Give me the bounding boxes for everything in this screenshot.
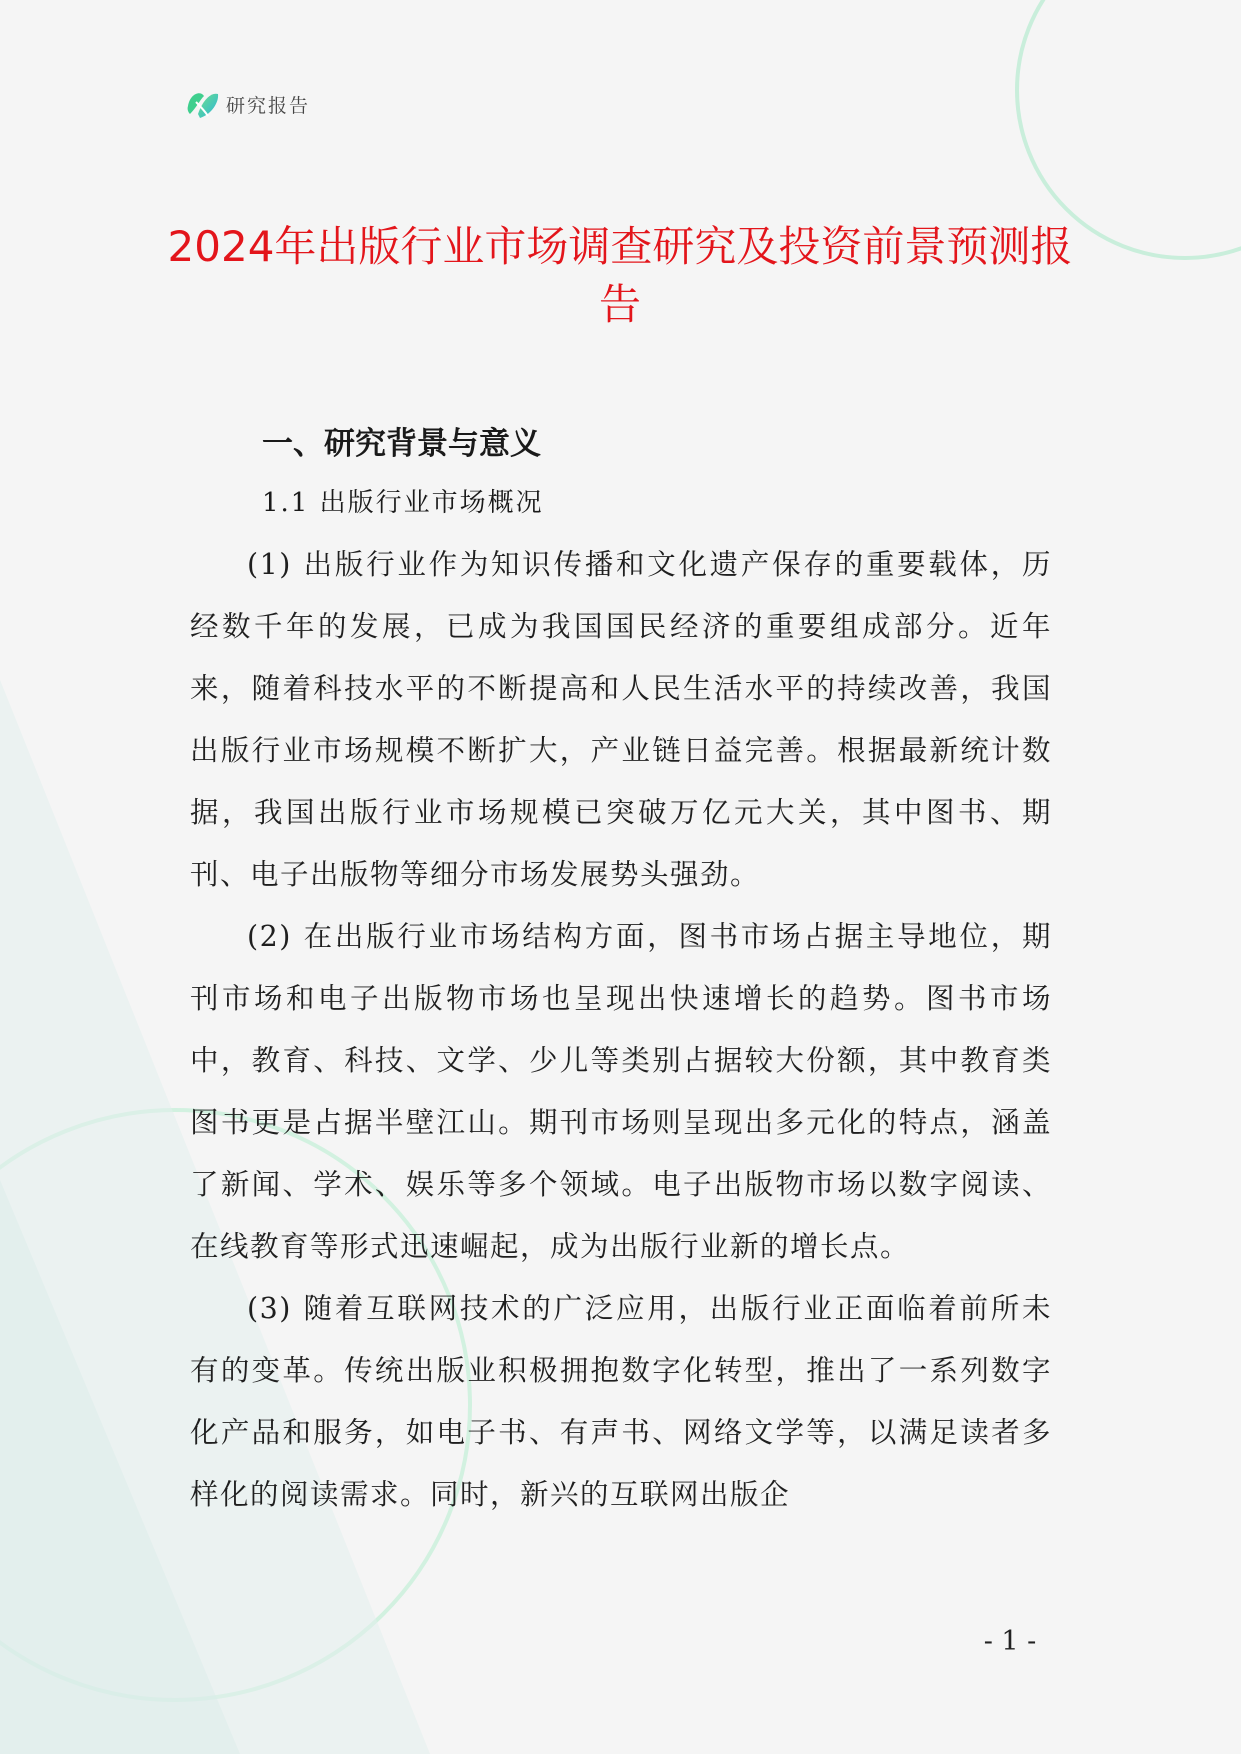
paragraph-2: (2) 在出版行业市场结构方面，图书市场占据主导地位，期刊市场和电子出版物市场也呈现出快速增长的趋势。图书市场中，教育、科技、文学、少儿等类别占据较大份额，其中教育类图书更是占据半壁江山。期刊市场则呈现出多元化的特点，涵盖了新闻、学术、娱乐等多个领域。电子出版物市场以数字阅读、在线教育等形式迅速崛起，成为出版行业新的增长点。	[190, 920, 1052, 1263]
brand-label: 研究报告	[226, 94, 311, 117]
page-number: - 1 -	[983, 1626, 1037, 1657]
paragraph-1: (1) 出版行业作为知识传播和文化遗产保存的重要载体，历经数千年的发展，已成为我国国民经济的重要组成部分。近年来，随着科技水平的不断提高和人民生活水平的持续改善，我国出版行业市场规模不断扩大，产业链日益完善。根据最新统计数据，我国出版行业市场规模已突破万亿元大关，其中图书、期刊、电子出版物等细分市场发展势头强劲。	[190, 548, 1052, 891]
section-heading: 一、研究背景与意义	[262, 426, 541, 462]
document-title: 2024年出版行业市场调查研究及投资前景预测报告	[167, 222, 1073, 329]
brand-header	[186, 88, 310, 120]
paragraph-3: (3) 随着互联网技术的广泛应用，出版行业正面临着前所未有的变革。传统出版业积极拥抱数字化转型，推出了一系列数字化产品和服务，如电子书、有声书、网络文学等，以满足读者多样化的阅读需求。同时，新兴的互联网出版企	[190, 1292, 1052, 1511]
subsection-heading: 1.1 出版行业市场概况	[262, 488, 544, 518]
body-text	[190, 534, 1052, 1526]
leaf-logo-icon	[186, 88, 220, 120]
